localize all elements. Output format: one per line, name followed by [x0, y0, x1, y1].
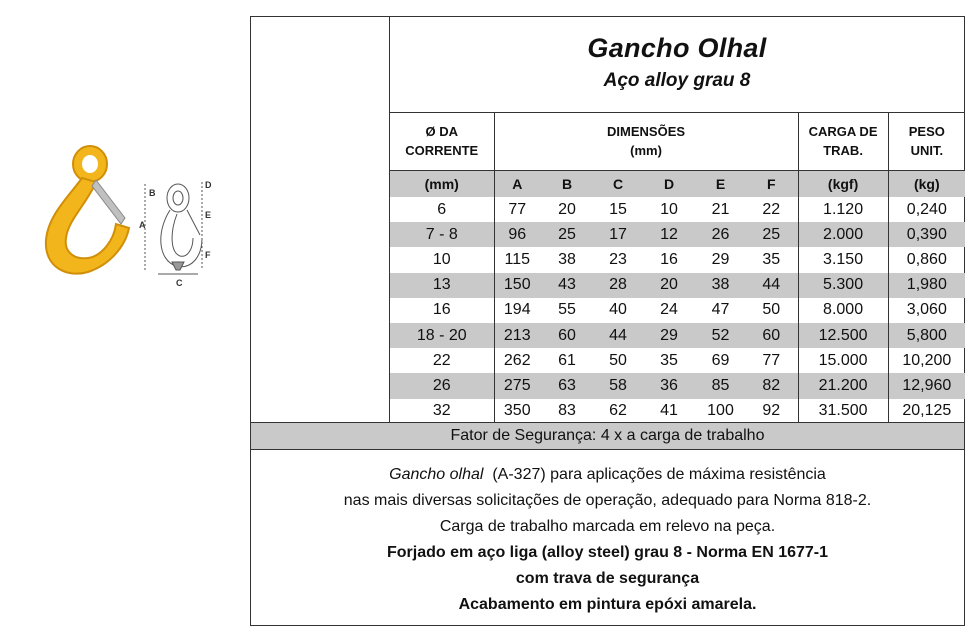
- table-cell: 21: [711, 200, 730, 218]
- table-cell: 275: [494, 373, 540, 398]
- table-cell: 24: [660, 301, 678, 319]
- table-cell: 213: [494, 323, 540, 348]
- table-row: [390, 399, 965, 424]
- table-cell: 52: [696, 323, 745, 348]
- table-cell: 29: [711, 250, 730, 268]
- table-cell: 12.500: [798, 323, 888, 348]
- table-cell: 194: [494, 298, 540, 323]
- table-cell: 28: [594, 273, 642, 298]
- table-cell: 3,060: [888, 298, 965, 323]
- table-cell: 10: [660, 200, 678, 218]
- table-cell: 16: [660, 250, 678, 268]
- table-cell: 69: [711, 351, 730, 369]
- table-cell: 0,240: [888, 197, 965, 222]
- table-cell: 22: [432, 351, 451, 369]
- description-line-bold: com trava de segurança: [515, 570, 700, 587]
- unit-cell: (kg): [888, 171, 965, 198]
- table-cell: 12: [642, 222, 696, 247]
- table-cell: 92: [762, 402, 781, 420]
- table-row: [390, 197, 965, 222]
- table-cell: 3.150: [798, 247, 888, 272]
- title-block: [390, 17, 964, 113]
- spec-sheet: [250, 16, 965, 626]
- table-cell: 17: [594, 222, 642, 247]
- description-line: nas mais diversas solicitações de operação, adequado para Norma 818-2.: [343, 492, 872, 509]
- unit-cell: B: [540, 171, 594, 198]
- unit-cell: D: [642, 171, 696, 198]
- table-row: [390, 298, 965, 323]
- table-cell: 6: [437, 200, 447, 218]
- working-load-header: CARGA DE TRAB.: [798, 112, 888, 171]
- table-cell: 26: [696, 222, 745, 247]
- table-cell: 0,390: [888, 222, 965, 247]
- table-row: [390, 323, 965, 348]
- product-illustration: [30, 140, 230, 290]
- table-cell: 60: [540, 323, 594, 348]
- description-line-bold: Forjado em aço liga (alloy steel) grau 8 - Norma EN 1677-1: [386, 544, 829, 561]
- table-cell: 41: [660, 402, 678, 420]
- unit-cell: C: [594, 171, 642, 198]
- unit-weight-header: PESO UNIT.: [888, 112, 965, 171]
- table-cell: 44: [594, 323, 642, 348]
- table-cell: 23: [609, 250, 627, 268]
- chain-diameter-header: Ø DA CORRENTE: [390, 112, 494, 171]
- unit-cell: A: [494, 171, 540, 198]
- table-cell: 2.000: [798, 222, 888, 247]
- table-cell: 13: [390, 273, 494, 298]
- safety-factor-bar: Fator de Segurança: 4 x a carga de trabalho: [251, 422, 964, 450]
- dimensions-header: DIMENSÕES (mm): [494, 112, 798, 171]
- spec-table: [390, 112, 965, 424]
- table-cell: 7 - 8: [390, 222, 494, 247]
- table-cell: 60: [745, 323, 798, 348]
- table-cell: 20: [558, 200, 576, 218]
- table-cell: 85: [696, 373, 745, 398]
- table-cell: 21.200: [798, 373, 888, 398]
- description-line: Carga de trabalho marcada em relevo na peça.: [439, 518, 776, 535]
- table-cell: 25: [540, 222, 594, 247]
- unit-cell: E: [696, 171, 745, 198]
- table-row: [390, 247, 965, 272]
- table-cell: 150: [494, 273, 540, 298]
- table-cell: 22: [762, 200, 781, 218]
- table-cell: 115: [494, 247, 540, 272]
- unit-cell: (mm): [390, 171, 494, 198]
- table-cell: 100: [707, 402, 734, 420]
- table-cell: 350: [494, 399, 540, 424]
- table-cell: 20: [642, 273, 696, 298]
- table-cell: 8.000: [798, 298, 888, 323]
- table-cell: 47: [711, 301, 730, 319]
- table-cell: 1,980: [888, 273, 965, 298]
- table-cell: 12,960: [888, 373, 965, 398]
- table-cell: 77: [494, 197, 540, 222]
- table-cell: 5,800: [888, 323, 965, 348]
- description-line: Gancho olhal (A-327) para aplicações de máxima resistência: [389, 466, 826, 483]
- table-cell: 0,860: [888, 247, 965, 272]
- table-cell: 15.000: [798, 348, 888, 373]
- table-cell: 82: [745, 373, 798, 398]
- table-cell: 61: [558, 351, 576, 369]
- table-row: [390, 222, 965, 247]
- table-cell: 26: [390, 373, 494, 398]
- table-cell: 96: [494, 222, 540, 247]
- description-line-bold: Acabamento em pintura epóxi amarela.: [458, 596, 757, 613]
- table-cell: 20,125: [888, 399, 965, 424]
- table-cell: 25: [745, 222, 798, 247]
- table-cell: 29: [642, 323, 696, 348]
- table-cell: 58: [594, 373, 642, 398]
- table-cell: 83: [558, 402, 576, 420]
- table-cell: 10,200: [888, 348, 965, 373]
- table-cell: 63: [540, 373, 594, 398]
- dim-label-c: C: [176, 278, 183, 288]
- table-row: [390, 348, 965, 373]
- unit-cell: (kgf): [798, 171, 888, 198]
- dim-label-a: A: [139, 220, 146, 230]
- header-row: [390, 112, 965, 171]
- table-cell: 10: [432, 250, 451, 268]
- dim-label-b: B: [149, 188, 156, 198]
- table-cell: 35: [660, 351, 678, 369]
- dim-label-d: D: [205, 180, 212, 190]
- table-cell: 50: [609, 351, 627, 369]
- table-row: [390, 273, 965, 298]
- product-subtitle: Aço alloy grau 8: [603, 70, 751, 91]
- table-cell: 40: [609, 301, 627, 319]
- table-body: [390, 197, 965, 424]
- dim-label-e: E: [205, 210, 212, 220]
- table-cell: 44: [745, 273, 798, 298]
- table-cell: 35: [762, 250, 781, 268]
- units-row: [390, 171, 965, 198]
- table-cell: 55: [558, 301, 576, 319]
- table-cell: 62: [609, 402, 627, 420]
- table-cell: 50: [762, 301, 781, 319]
- table-cell: 1.120: [798, 197, 888, 222]
- unit-cell: F: [745, 171, 798, 198]
- table-cell: 43: [540, 273, 594, 298]
- table-cell: 32: [432, 402, 451, 420]
- description-block: [251, 462, 964, 618]
- table-row: [390, 373, 965, 398]
- table-cell: 15: [609, 200, 627, 218]
- table-cell: 5.300: [798, 273, 888, 298]
- table-cell: 16: [432, 301, 451, 319]
- table-cell: 31.500: [798, 399, 888, 424]
- table-cell: 38: [558, 250, 576, 268]
- eye-hook-photo: [30, 140, 230, 290]
- table-cell: 262: [494, 348, 540, 373]
- table-cell: 18 - 20: [390, 323, 494, 348]
- table-cell: 36: [642, 373, 696, 398]
- dim-label-f: F: [205, 250, 211, 260]
- table-cell: 77: [762, 351, 781, 369]
- table-cell: 38: [696, 273, 745, 298]
- product-title: Gancho Olhal: [587, 33, 767, 63]
